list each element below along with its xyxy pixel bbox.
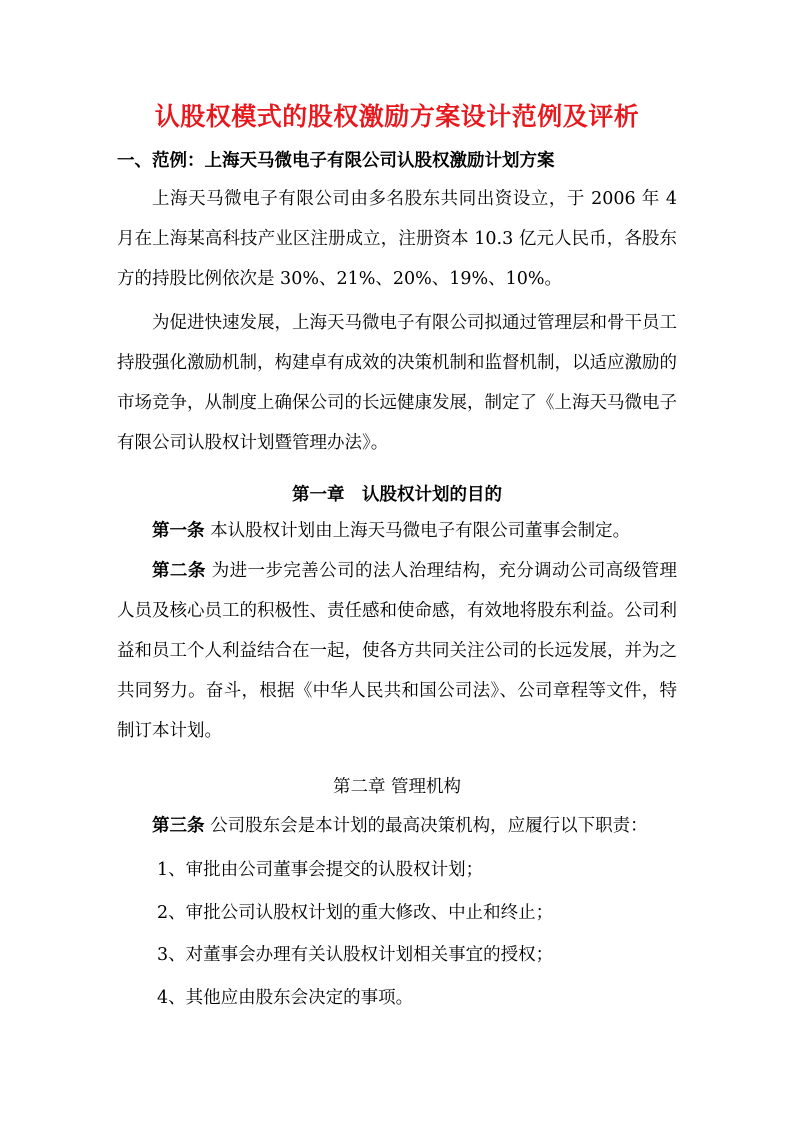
article-1-label: 第一条	[152, 521, 205, 541]
article-2	[117, 551, 677, 751]
article-2-text: 为进一步完善公司的法人治理结构，充分调动公司高级管理人员及核心员工的积极性、责任感和使命感，有效地将股东利益。公司利益和员工个人利益结合在一起，使各方共同关注公司的长远发展，并为之共同努力。奋斗，根据《中华人民共和国公司法》、公司章程等文件，特制订本计划。	[117, 561, 677, 741]
intro-paragraph-1: 上海天马微电子有限公司由多名股东共同出资设立，于 2006 年 4 月在上海某高科技产业区注册成立，注册资本 10.3 亿元人民币，各股东方的持股比例依次是 30%、21%、20%、19%、10%。	[117, 189, 677, 289]
chapter-1-heading: 第一章 认股权计划的目的	[292, 485, 502, 505]
document-title: 认股权模式的股权激励方案设计范例及评析	[154, 102, 640, 131]
article-1	[117, 511, 677, 551]
list-item-1: 1、审批由公司董事会提交的认股权计划；	[157, 860, 484, 880]
list-item-3: 3、对董事会办理有关认股权计划相关事宜的授权；	[157, 945, 554, 965]
list-item-2: 2、审批公司认股权计划的重大修改、中止和终止；	[157, 903, 554, 923]
chapter-2-heading: 第二章 管理机构	[332, 777, 462, 797]
article-3	[117, 806, 677, 846]
list-item-4: 4、其他应由股东会决定的事项。	[157, 988, 414, 1008]
section-heading: 一、范例：上海天马微电子有限公司认股权激励计划方案	[117, 151, 555, 171]
article-3-label: 第三条	[152, 816, 205, 836]
article-3-text: 公司股东会是本计划的最高决策机构，应履行以下职责：	[210, 816, 648, 836]
article-2-label: 第二条	[152, 561, 206, 581]
article-1-text: 本认股权计划由上海天马微电子有限公司董事会制定。	[210, 521, 631, 541]
intro-paragraph-2: 为促进快速发展，上海天马微电子有限公司拟通过管理层和骨干员工持股强化激励机制，构建卓有成效的决策机制和监督机制，以适应激励的市场竞争，从制度上确保公司的长远健康发展，制定了《上海天马微电子有限公司认股权计划暨管理办法》。	[117, 313, 677, 453]
